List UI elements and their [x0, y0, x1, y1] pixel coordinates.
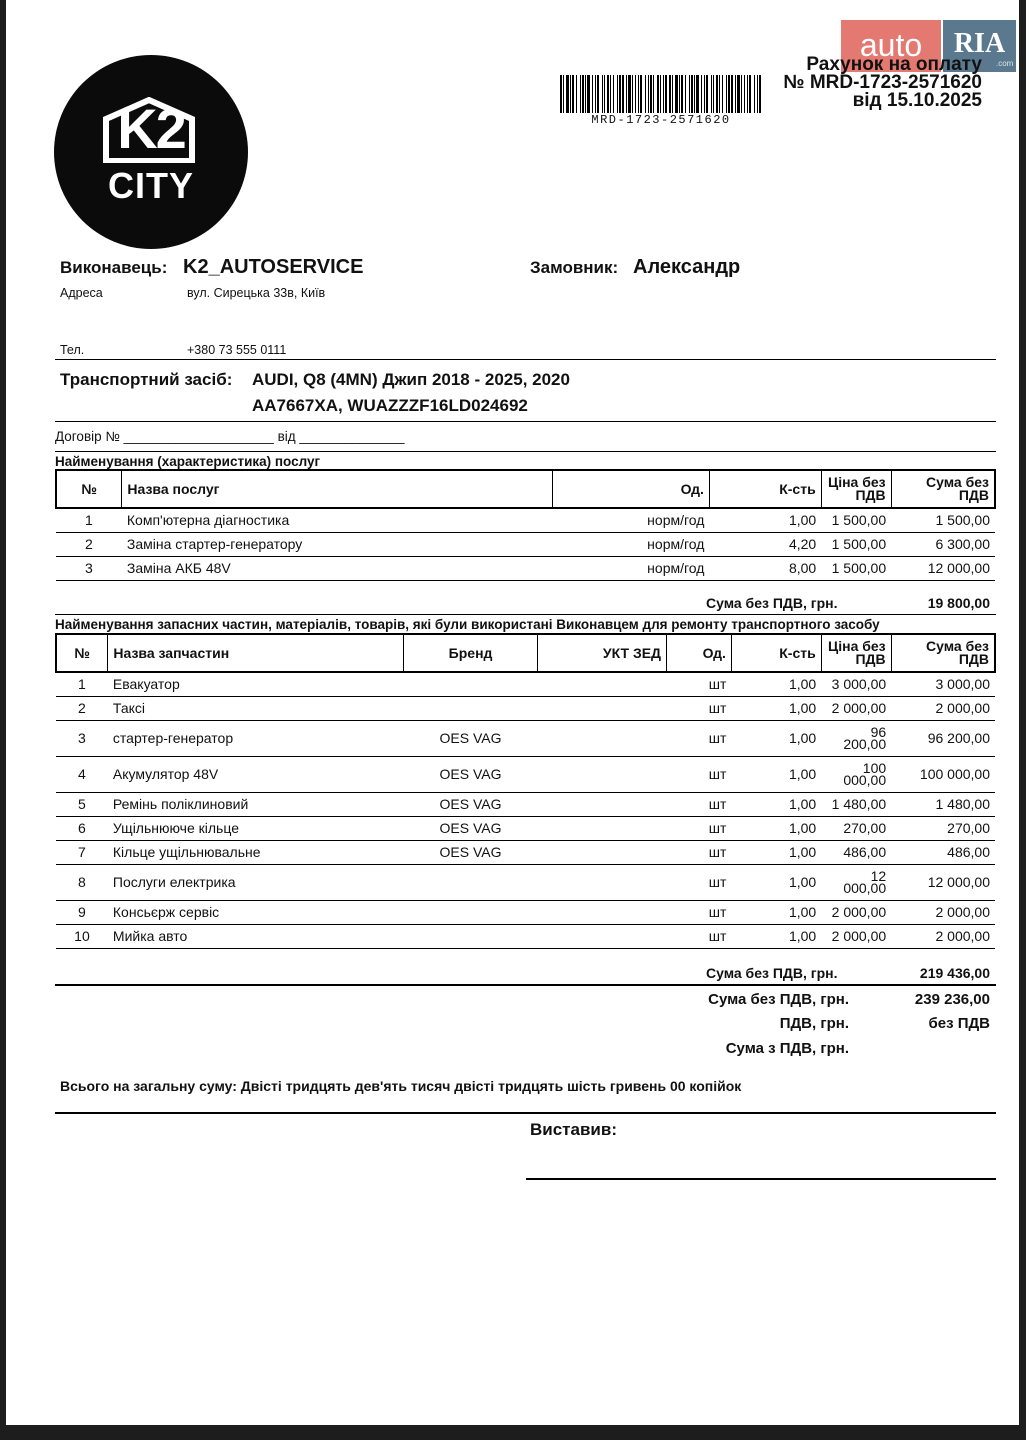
- row-sum: 2 000,00: [891, 696, 995, 720]
- col-brand: Бренд: [403, 634, 538, 672]
- row-sum: 100 000,00: [891, 756, 995, 792]
- customer-name: Александр: [633, 256, 741, 278]
- table-row: [56, 924, 995, 948]
- divider-thick: [55, 984, 996, 986]
- row-sum: 96 200,00: [891, 720, 995, 756]
- row-ukt: [538, 720, 667, 756]
- row-price-bottom: 000,00: [843, 880, 887, 896]
- row-name: Послуги електрика: [108, 864, 403, 900]
- col-price-line1: Ціна без: [827, 474, 886, 490]
- row-name: Кільце ущільнювальне: [108, 840, 403, 864]
- row-brand: OES VAG: [403, 792, 538, 816]
- invoice-header: [783, 56, 982, 110]
- row-price-bottom: 200,00: [843, 736, 887, 752]
- signature-line: [526, 1178, 996, 1180]
- table-row: [56, 756, 995, 792]
- row-qty: 1,00: [731, 816, 821, 840]
- col-sum-line1: Сума без: [926, 638, 989, 654]
- logo-k2-text: K2: [117, 97, 185, 160]
- row-brand: [403, 924, 538, 948]
- row-no: 5: [56, 792, 108, 816]
- sum-with-vat-label: Сума з ПДВ, грн.: [725, 1040, 849, 1057]
- col-ukt: УКТ ЗЕД: [538, 634, 667, 672]
- row-qty: 1,00: [731, 864, 821, 900]
- row-name: Консьєрж сервіс: [108, 900, 403, 924]
- col-price: [821, 470, 891, 508]
- table-row: [56, 864, 995, 900]
- invoice-date: від 15.10.2025: [852, 90, 982, 111]
- issued-by-label: Виставив:: [530, 1120, 617, 1139]
- parts-total-label: Сума без ПДВ, грн.: [706, 965, 838, 981]
- row-price: [821, 720, 891, 756]
- row-brand: OES VAG: [403, 816, 538, 840]
- table-row: [56, 840, 995, 864]
- row-qty: 1,00: [731, 900, 821, 924]
- row-price: 1 500,00: [821, 508, 891, 532]
- table-row: [56, 720, 995, 756]
- row-price: 2 000,00: [821, 696, 891, 720]
- row-name: Ремінь поліклиновий: [108, 792, 403, 816]
- row-qty: 1,00: [731, 720, 821, 756]
- divider: [55, 614, 996, 615]
- row-sum: 2 000,00: [891, 900, 995, 924]
- row-price: 1 500,00: [821, 556, 891, 580]
- services-table: [55, 469, 996, 581]
- grand-sum-no-vat-value: 239 236,00: [914, 991, 990, 1008]
- row-unit: шт: [667, 696, 732, 720]
- row-sum: 1 480,00: [891, 792, 995, 816]
- col-qty: К-сть: [731, 634, 821, 672]
- row-ukt: [538, 792, 667, 816]
- total-in-words: Всього на загальну суму: Двісті тридцять дев'ять тисяч двісті тридцять шість гривень 00 копійок: [60, 1078, 742, 1094]
- row-no: 7: [56, 840, 108, 864]
- parts-section-title: Найменування запасних частин, матеріалів, товарів, які були використані Виконавцем для ремонту транспортного засобу: [55, 617, 880, 632]
- row-unit: шт: [667, 792, 732, 816]
- parts-header-row: [56, 634, 995, 672]
- col-service-name: Назва послуг: [122, 470, 553, 508]
- logo-city-text: CITY: [107, 165, 194, 206]
- row-no: 9: [56, 900, 108, 924]
- row-price: 3 000,00: [821, 672, 891, 696]
- table-row: [56, 900, 995, 924]
- vehicle-label: Транспортний засіб:: [60, 370, 233, 389]
- row-price: 270,00: [821, 816, 891, 840]
- row-name: стартер-генератор: [108, 720, 403, 756]
- row-no: 2: [56, 696, 108, 720]
- table-row: [56, 556, 995, 580]
- col-sum-line2: ПДВ: [958, 651, 989, 667]
- row-price-bottom: 000,00: [843, 772, 887, 788]
- row-brand: OES VAG: [403, 756, 538, 792]
- vat-label: ПДВ, грн.: [779, 1015, 849, 1032]
- row-sum: 1 500,00: [891, 508, 995, 532]
- contract-number-blank: ____________________: [123, 429, 274, 444]
- contract-date-label: від: [277, 429, 296, 444]
- row-no: 2: [56, 532, 122, 556]
- table-row: [56, 816, 995, 840]
- watermark-ria: RIA: [943, 20, 1016, 72]
- row-sum: 486,00: [891, 840, 995, 864]
- row-ukt: [538, 816, 667, 840]
- row-price-top: 12: [870, 868, 887, 884]
- row-sum: 6 300,00: [891, 532, 995, 556]
- watermark-auto: auto: [841, 20, 941, 72]
- row-qty: 1,00: [731, 792, 821, 816]
- row-sum: 2 000,00: [891, 924, 995, 948]
- divider: [55, 421, 996, 422]
- services-section-title: Найменування (характеристика) послуг: [55, 454, 321, 469]
- vehicle-model: AUDI, Q8 (4MN) Джип 2018 - 2025, 2020: [252, 370, 570, 389]
- row-unit: шт: [667, 924, 732, 948]
- col-sum: [891, 634, 995, 672]
- row-ukt: [538, 924, 667, 948]
- col-part-name: Назва запчастин: [108, 634, 403, 672]
- row-no: 3: [56, 556, 122, 580]
- invoice-number: № MRD-1723-2571620: [783, 72, 982, 93]
- services-header-row: [56, 470, 995, 508]
- row-qty: 4,20: [709, 532, 821, 556]
- row-no: 3: [56, 720, 108, 756]
- row-price: [821, 756, 891, 792]
- row-sum: 12 000,00: [891, 556, 995, 580]
- row-no: 4: [56, 756, 108, 792]
- row-unit: шт: [667, 816, 732, 840]
- barcode: [560, 75, 762, 113]
- services-total-label: Сума без ПДВ, грн.: [706, 595, 838, 611]
- row-ukt: [538, 672, 667, 696]
- row-qty: 1,00: [731, 924, 821, 948]
- row-price-top: 100: [862, 760, 887, 776]
- row-no: 6: [56, 816, 108, 840]
- row-name: Мийка авто: [108, 924, 403, 948]
- divider-thick: [55, 1112, 996, 1114]
- col-sum-line1: Сума без: [926, 474, 989, 490]
- table-row: [56, 696, 995, 720]
- divider: [55, 451, 996, 452]
- col-unit: Од.: [553, 470, 710, 508]
- table-row: [56, 508, 995, 532]
- row-unit: шт: [667, 720, 732, 756]
- grand-sum-no-vat-label: Сума без ПДВ, грн.: [708, 991, 849, 1008]
- row-ukt: [538, 864, 667, 900]
- invoice-title: Рахунок на оплату: [806, 54, 982, 75]
- col-no: №: [56, 634, 108, 672]
- row-brand: OES VAG: [403, 720, 538, 756]
- row-unit: шт: [667, 756, 732, 792]
- row-unit: шт: [667, 840, 732, 864]
- row-qty: 1,00: [731, 756, 821, 792]
- executor-label: Виконавець:: [60, 258, 168, 277]
- row-price: [821, 864, 891, 900]
- row-ukt: [538, 756, 667, 792]
- table-row: [56, 792, 995, 816]
- row-brand: [403, 696, 538, 720]
- row-unit: норм/год: [553, 508, 710, 532]
- watermark-com: .com: [996, 59, 1014, 68]
- row-qty: 1,00: [731, 672, 821, 696]
- company-logo: [54, 55, 248, 249]
- col-sum: [891, 470, 995, 508]
- row-price: 2 000,00: [821, 900, 891, 924]
- phone-label: Тел.: [60, 343, 85, 357]
- barcode-text: MRD-1723-2571620: [591, 113, 731, 127]
- vehicle-plate-vin: AA7667XA, WUAZZZF16LD024692: [252, 396, 528, 415]
- row-sum: 12 000,00: [891, 864, 995, 900]
- row-brand: [403, 672, 538, 696]
- row-name: Комп'ютерна діагностика: [122, 508, 553, 532]
- row-name: Акумулятор 48V: [108, 756, 403, 792]
- row-qty: 1,00: [731, 696, 821, 720]
- row-price: 486,00: [821, 840, 891, 864]
- phone-value: +380 73 555 0111: [187, 343, 287, 357]
- col-no: №: [56, 470, 122, 508]
- row-name: Ущільнююче кільце: [108, 816, 403, 840]
- row-qty: 1,00: [731, 840, 821, 864]
- col-price-line1: Ціна без: [828, 638, 886, 654]
- table-row: [56, 532, 995, 556]
- row-no: 1: [56, 508, 122, 532]
- parts-total-value: 219 436,00: [919, 965, 990, 981]
- row-brand: [403, 864, 538, 900]
- row-sum: 3 000,00: [891, 672, 995, 696]
- contract-label: Договір №: [55, 429, 120, 444]
- row-no: 10: [56, 924, 108, 948]
- divider: [55, 359, 996, 360]
- row-name: Евакуатор: [108, 672, 403, 696]
- col-price-line2: ПДВ: [855, 651, 886, 667]
- row-unit: шт: [667, 900, 732, 924]
- row-price-top: 96: [870, 724, 887, 740]
- row-name: Заміна АКБ 48V: [122, 556, 553, 580]
- col-sum-line2: ПДВ: [958, 487, 989, 503]
- row-qty: 8,00: [709, 556, 821, 580]
- contract-date-blank: ______________: [299, 429, 405, 444]
- row-no: 1: [56, 672, 108, 696]
- row-ukt: [538, 696, 667, 720]
- row-name: Заміна стартер-генератору: [122, 532, 553, 556]
- row-unit: шт: [667, 672, 732, 696]
- parts-table: [55, 633, 996, 949]
- row-unit: норм/год: [553, 556, 710, 580]
- address-label: Адреса: [60, 286, 103, 300]
- services-total-value: 19 800,00: [927, 595, 990, 611]
- row-no: 8: [56, 864, 108, 900]
- row-price: 2 000,00: [821, 924, 891, 948]
- address-value: вул. Сирецька 33в, Київ: [187, 286, 326, 300]
- row-price: 1 500,00: [821, 532, 891, 556]
- col-price-line2: ПДВ: [855, 487, 886, 503]
- row-qty: 1,00: [709, 508, 821, 532]
- row-price: 1 480,00: [821, 792, 891, 816]
- row-sum: 270,00: [891, 816, 995, 840]
- row-unit: норм/год: [553, 532, 710, 556]
- row-brand: OES VAG: [403, 840, 538, 864]
- customer-label: Замовник:: [530, 258, 619, 277]
- row-unit: шт: [667, 864, 732, 900]
- row-brand: [403, 900, 538, 924]
- vat-value: без ПДВ: [928, 1015, 990, 1032]
- table-row: [56, 672, 995, 696]
- row-name: Таксі: [108, 696, 403, 720]
- col-qty: К-сть: [709, 470, 821, 508]
- contract-line: [55, 429, 405, 444]
- invoice-page: [6, 0, 1019, 1425]
- row-ukt: [538, 840, 667, 864]
- col-price: [821, 634, 891, 672]
- col-unit: Од.: [667, 634, 732, 672]
- executor-name: K2_AUTOSERVICE: [183, 256, 364, 278]
- row-ukt: [538, 900, 667, 924]
